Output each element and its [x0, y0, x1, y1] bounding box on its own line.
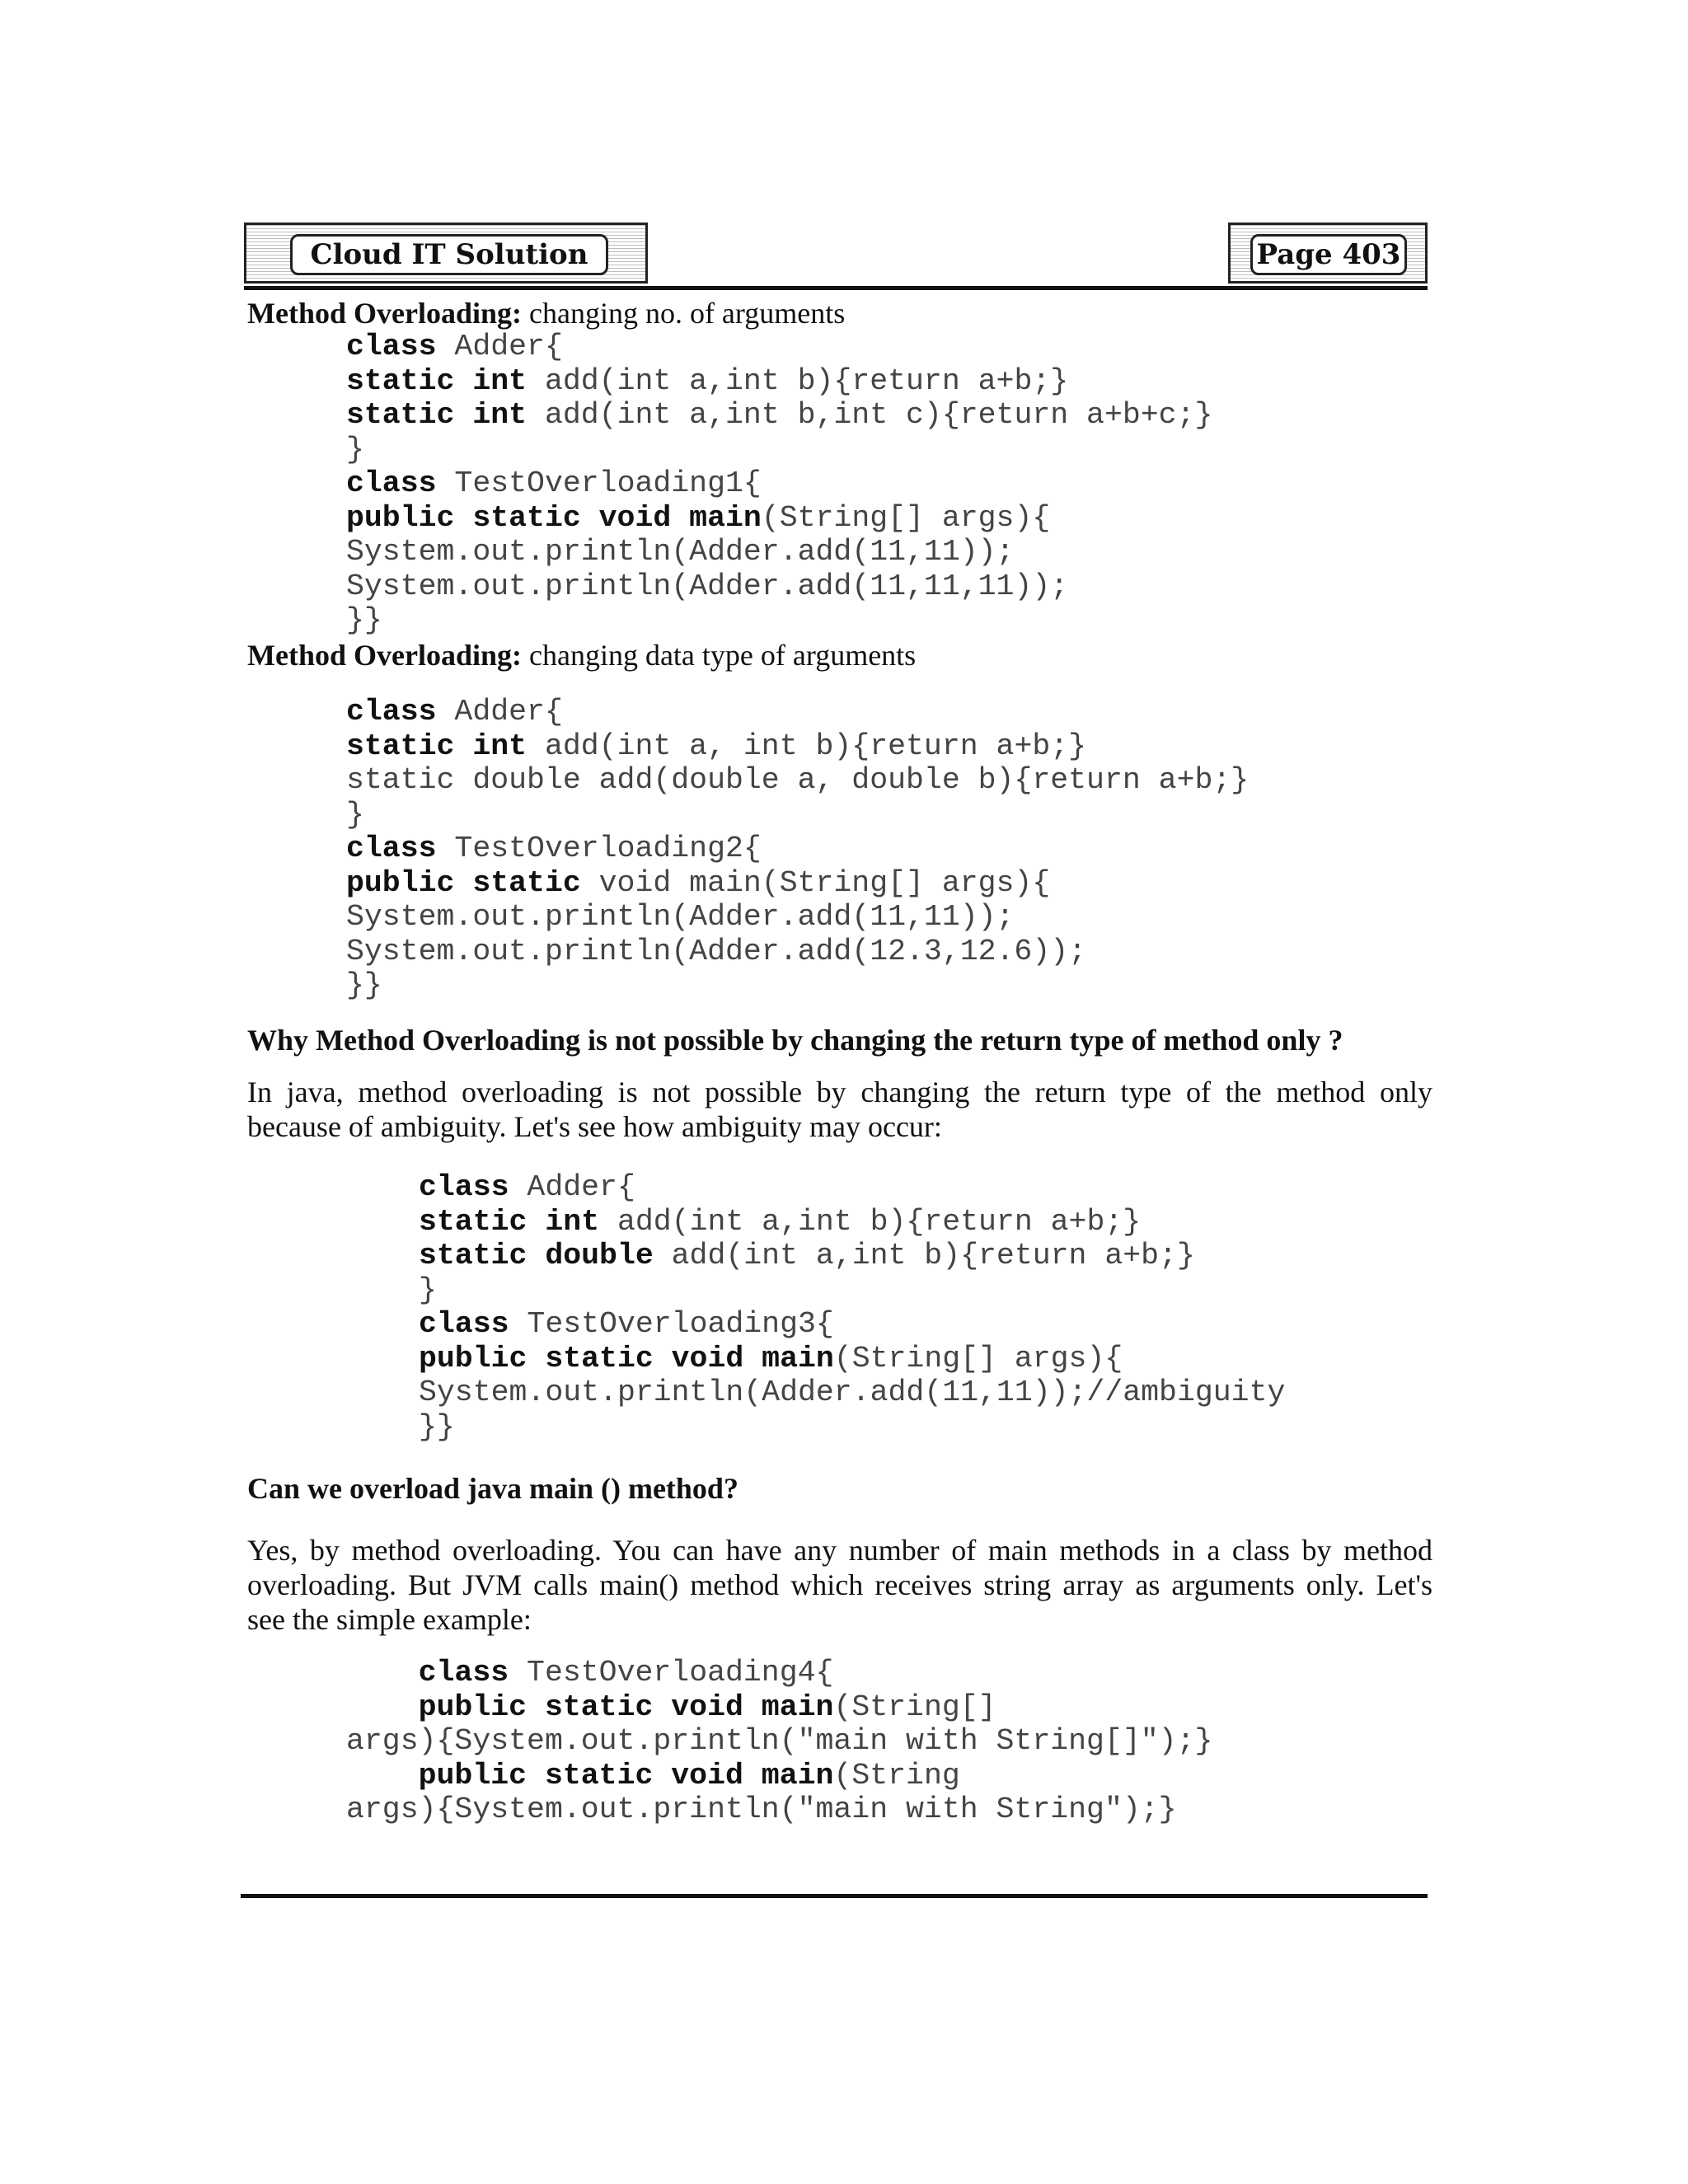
- code-text: add(int a,int b){return a+b;}: [527, 363, 1069, 398]
- code-text: add(int a,int b){return a+b;}: [653, 1239, 1195, 1272]
- code-keyword: class: [346, 466, 437, 500]
- section-heading-return-type: Why Method Overloading is not possible by changing the return type of method only ?: [247, 1024, 1343, 1057]
- code-keyword: class: [346, 330, 437, 363]
- code-line: [346, 535, 1212, 569]
- code-keyword: static double: [419, 1239, 654, 1272]
- code-line: [346, 832, 1249, 866]
- header-rule: [244, 286, 1428, 290]
- code-line: [346, 569, 1212, 604]
- section-heading-data-type: [247, 637, 916, 673]
- code-block-adder-2: [346, 695, 1249, 1003]
- code-text: }}: [346, 968, 382, 1002]
- code-text: }}: [419, 1409, 455, 1444]
- code-text: args){System.out.println("main with String");}: [346, 1793, 1177, 1826]
- code-keyword: class: [418, 1656, 509, 1690]
- code-line: [346, 433, 1212, 467]
- code-text: System.out.println(Adder.add(11,11));: [346, 900, 1015, 934]
- paragraph-overload-main: [247, 1533, 1432, 1637]
- paragraph-line: In java, method overloading is not possible by changing the return type of the method only: [247, 1076, 1432, 1108]
- code-text: add(int a,int b){return a+b;}: [599, 1204, 1142, 1239]
- code-keyword: public static: [346, 865, 581, 900]
- code-line: [419, 1307, 1285, 1342]
- code-text: System.out.println(Adder.add(11,11));: [346, 535, 1015, 569]
- code-text: [346, 1656, 419, 1690]
- code-text: (String[] args){: [761, 500, 1051, 535]
- code-keyword: public static void main: [418, 1758, 834, 1793]
- heading-rest: changing data type of arguments: [521, 639, 917, 672]
- code-line: [346, 695, 1249, 729]
- code-block-adder-1: [346, 330, 1212, 638]
- code-line: [419, 1170, 1285, 1205]
- section-heading-arguments-count: [247, 295, 845, 331]
- code-text: [346, 1759, 419, 1793]
- code-keyword: class: [419, 1170, 509, 1204]
- code-keyword: class: [346, 832, 437, 865]
- section-heading-overload-main: Can we overload java main () method?: [247, 1472, 738, 1505]
- code-line: [346, 466, 1212, 501]
- code-keyword: static int: [346, 398, 528, 432]
- code-line: [419, 1273, 1285, 1308]
- code-text: }: [419, 1272, 437, 1307]
- code-line: [346, 330, 1212, 364]
- code-line: [419, 1410, 1285, 1445]
- code-text: TestOverloading2{: [436, 832, 762, 865]
- paragraph-line: because of ambiguity. Let's see how ambiguity may occur:: [247, 1110, 942, 1143]
- code-text: }}: [346, 603, 382, 637]
- code-text: TestOverloading1{: [436, 466, 762, 500]
- code-text: System.out.println(Adder.add(11,11,11));: [346, 569, 1069, 603]
- code-keyword: class: [346, 695, 437, 729]
- code-line: [346, 935, 1249, 969]
- code-line: [346, 603, 1212, 638]
- code-line: [346, 1656, 1212, 1690]
- code-line: [346, 364, 1212, 399]
- code-keyword: public static void main: [419, 1341, 834, 1376]
- code-text: void main(String[] args){: [580, 865, 1051, 900]
- code-keyword: static int: [346, 363, 528, 398]
- code-block-adder-3: [419, 1170, 1285, 1444]
- code-line: [346, 398, 1212, 433]
- code-line: [346, 1793, 1212, 1827]
- code-text: (String[] args){: [833, 1341, 1123, 1376]
- header-title: Cloud IT Solution: [290, 234, 608, 275]
- code-text: TestOverloading3{: [509, 1307, 834, 1341]
- code-text: args){System.out.println("main with String[]");}: [346, 1724, 1213, 1758]
- code-text: add(int a, int b){return a+b;}: [527, 729, 1087, 763]
- code-line: [346, 1690, 1212, 1725]
- code-keyword: class: [419, 1307, 509, 1341]
- code-text: }: [346, 797, 364, 832]
- code-keyword: static int: [419, 1204, 600, 1239]
- code-keyword: public static void main: [346, 500, 762, 535]
- code-keyword: public static void main: [418, 1690, 834, 1724]
- code-line: [419, 1376, 1285, 1410]
- code-text: add(int a,int b,int c){return a+b+c;}: [527, 398, 1213, 432]
- code-line: [346, 729, 1249, 764]
- code-keyword: static int: [346, 729, 528, 763]
- heading-bold: Method Overloading:: [247, 297, 522, 330]
- code-text: static double add(double a, double b){return a+b;}: [346, 763, 1250, 797]
- paragraph-line: overloading. But JVM calls main() method which receives string array as arguments only. Let's: [247, 1568, 1432, 1601]
- code-line: [346, 968, 1249, 1003]
- code-line: [419, 1205, 1285, 1240]
- code-text: TestOverloading4{: [509, 1656, 834, 1690]
- footer-rule: [241, 1894, 1428, 1898]
- code-line: [346, 900, 1249, 935]
- code-text: Adder{: [436, 695, 563, 729]
- code-text: Adder{: [509, 1170, 635, 1204]
- page-number: Page 403: [1250, 234, 1407, 275]
- heading-rest: changing no. of arguments: [521, 297, 846, 330]
- code-line: [346, 1724, 1212, 1759]
- paragraph-ambiguity: [247, 1075, 1432, 1144]
- code-line: [346, 866, 1249, 901]
- code-line: [346, 1759, 1212, 1793]
- code-text: Adder{: [436, 330, 563, 363]
- code-text: System.out.println(Adder.add(11,11));//ambiguity: [419, 1376, 1286, 1409]
- heading-bold: Method Overloading:: [247, 639, 522, 672]
- paragraph-line: see the simple example:: [247, 1603, 532, 1636]
- code-text: (String[]: [833, 1690, 996, 1724]
- paragraph-line: Yes, by method overloading. You can have any number of main methods in a class by method: [247, 1534, 1432, 1567]
- code-block-testoverloading4: [346, 1656, 1212, 1827]
- code-line: [419, 1342, 1285, 1376]
- code-text: }: [346, 432, 364, 466]
- code-line: [346, 763, 1249, 798]
- code-text: (String: [833, 1758, 960, 1793]
- code-text: [346, 1690, 419, 1724]
- code-line: [419, 1239, 1285, 1273]
- code-line: [346, 501, 1212, 536]
- code-text: System.out.println(Adder.add(12.3,12.6));: [346, 934, 1087, 968]
- code-line: [346, 798, 1249, 832]
